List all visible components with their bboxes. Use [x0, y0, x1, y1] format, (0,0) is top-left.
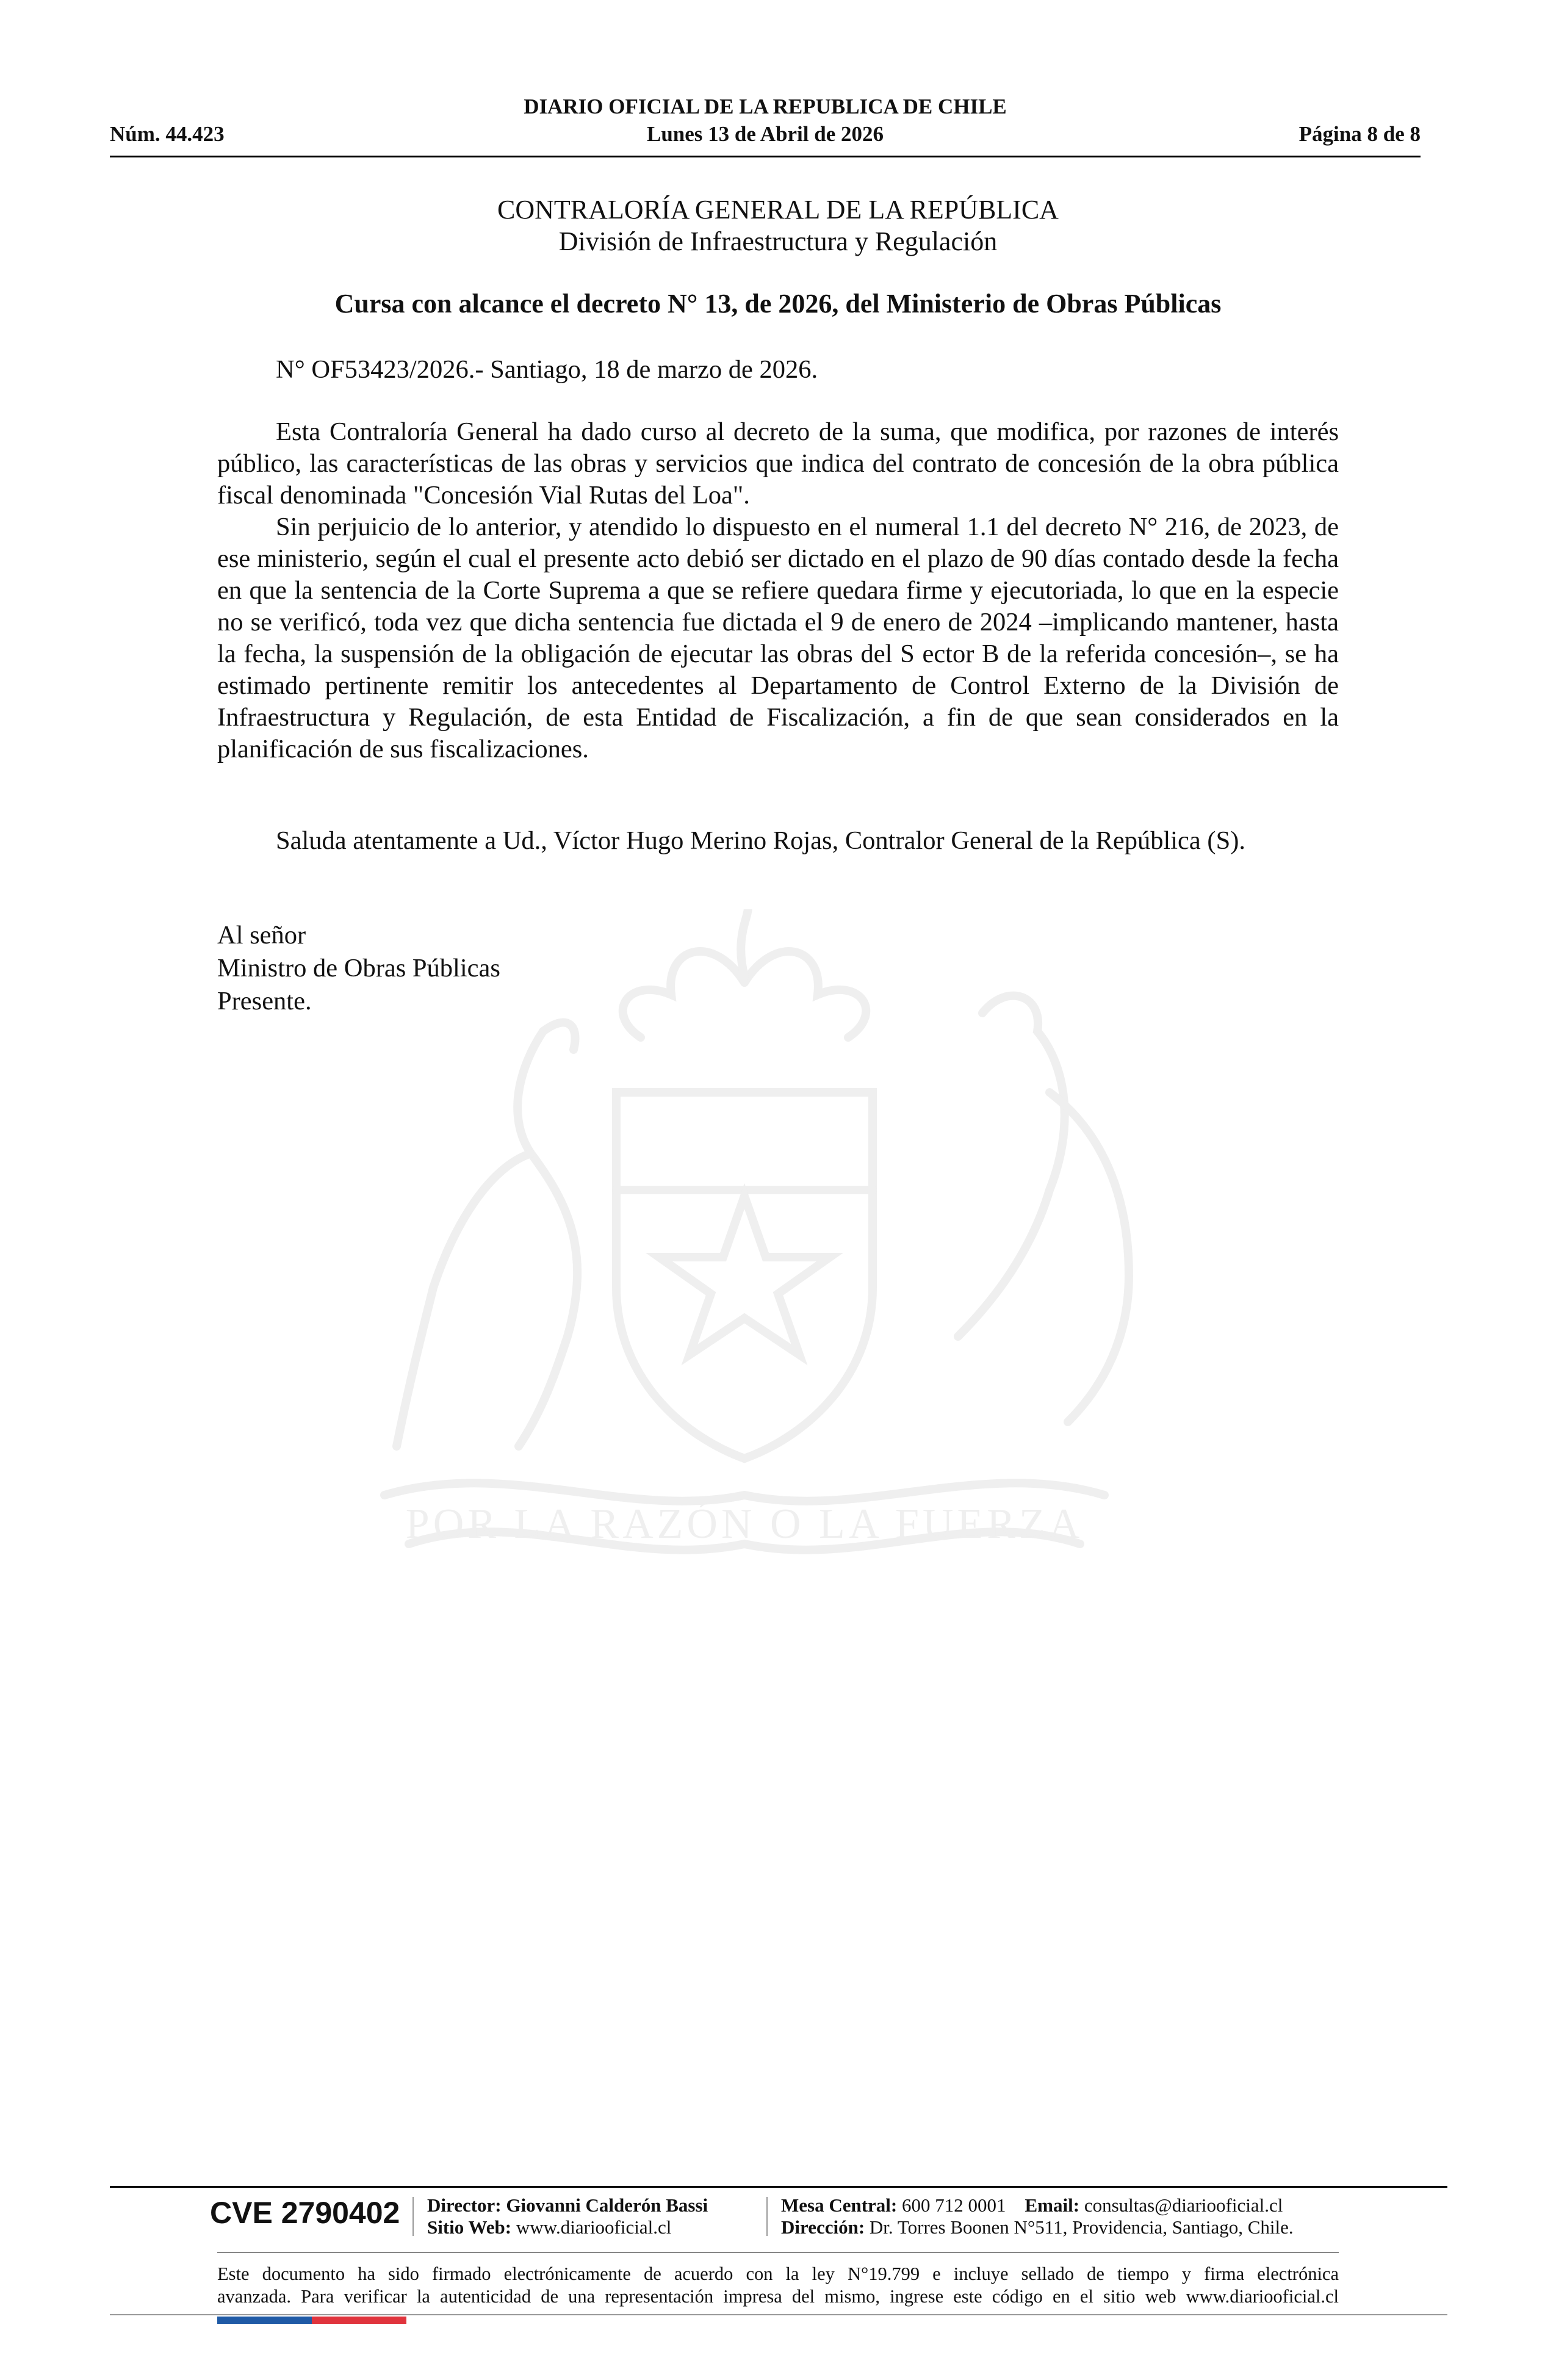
director-value: Giovanni Calderón Bassi [506, 2194, 708, 2216]
director-line [427, 2194, 708, 2216]
footer-contact-column [781, 2194, 1294, 2238]
direccion-label: Dirección: [781, 2216, 865, 2238]
organization-division: División de Infraestructura y Regulación [558, 226, 998, 256]
contact-line [781, 2194, 1294, 2216]
flag-blue-segment [217, 2317, 312, 2324]
bottom-divider [110, 2314, 1447, 2315]
coat-of-arms-watermark [201, 909, 1288, 1642]
watermark-motto: POR LA RAZÓN O LA FUERZA [405, 1501, 1084, 1548]
mesa-value: 600 712 0001 [902, 2194, 1006, 2216]
page-header [110, 93, 1421, 159]
publication-date: Lunes 13 de Abril de 2026 [647, 122, 884, 146]
paragraph-1: Esta Contraloría General ha dado curso al decreto de la suma, que modifica, por razones de interés público, las características de las obras y servicios que indica del contrato de concesión de la obra pública fiscal denominada "Concesión Vial Rutas del Loa". [217, 417, 1339, 510]
addressee-line-1: Al señor [217, 921, 306, 950]
email-label: Email: [1025, 2194, 1080, 2216]
mesa-label: Mesa Central: [781, 2194, 898, 2216]
footer-divider [110, 2186, 1447, 2188]
direccion-value: Dr. Torres Boonen N°511, Providencia, Santiago, Chile. [869, 2216, 1294, 2238]
addressee-line-3: Presente. [217, 987, 312, 1015]
header-divider [110, 156, 1421, 157]
document-reference [217, 354, 1339, 386]
chile-flag-stripe [217, 2317, 406, 2324]
website-link[interactable]: www.diariooficial.cl [516, 2216, 672, 2238]
addressee-block [217, 919, 1339, 1018]
organization-name: CONTRALORÍA GENERAL DE LA REPÚBLICA [497, 195, 1059, 225]
flag-red-segment [312, 2317, 406, 2324]
footer-separator-2 [766, 2197, 768, 2236]
organization-heading [0, 194, 1556, 258]
address-line [781, 2216, 1294, 2238]
paragraph-2: Sin perjuicio de lo anterior, y atendido lo dispuesto en el numeral 1.1 del decreto N° 216, de 2023, de ese ministerio, según el cual el presente acto debió ser dictado en el plazo de 90 días contado desde la fecha en que la sentencia de la Corte Suprema a que se refiere quedara firme y ejecutoriada, lo que en la especie no se verificó, toda vez que dicha sentencia fue dictada el 9 de enero de 2024 –implicando mantener, hasta la fecha, la suspensión de la obligación de ejecutar las obras del S ector B de la referida concesión–, se ha estimado pertinente remitir los antecedentes al Departamento de Control Externo de la División de Infraestructura y Regulación, de esta Entidad de Fiscalización, a fin de que sean considerados en la planificación de sus fiscalizaciones. [217, 513, 1339, 763]
email-link[interactable]: consultas@diariooficial.cl [1084, 2194, 1283, 2216]
footer-thin-divider [217, 2252, 1339, 2253]
document-body [217, 416, 1339, 765]
issue-number: Núm. 44.423 [110, 122, 225, 146]
publication-name: DIARIO OFICIAL DE LA REPUBLICA DE CHILE [524, 95, 1007, 118]
addressee-line-2: Ministro de Obras Públicas [217, 954, 500, 983]
footer-director-column [427, 2194, 708, 2238]
header-center [110, 93, 1421, 148]
footer-separator-1 [412, 2197, 414, 2236]
director-label: Director: [427, 2194, 502, 2216]
website-line [427, 2216, 708, 2238]
document-title: Cursa con alcance el decreto N° 13, de 2026, del Ministerio de Obras Públicas [334, 289, 1222, 319]
notice-line-1: Este documento ha sido firmado electrónicamente de acuerdo con la ley N°19.799 e incluye sellado de tiempo y firma electrónica [217, 2263, 1339, 2284]
page-number: Página 8 de 8 [1298, 122, 1421, 146]
closing-text: Saluda atentamente a Ud., Víctor Hugo Merino Rojas, Contralor General de la República (S). [276, 826, 1245, 855]
reference-line: N° OF53423/2026.- Santiago, 18 de marzo de 2026. [276, 355, 818, 384]
signature-notice [217, 2263, 1339, 2308]
closing-section [217, 825, 1339, 857]
cve-code: CVE 2790402 [210, 2196, 400, 2230]
website-label: Sitio Web: [427, 2216, 512, 2238]
notice-line-2: avanzada. Para verificar la autenticidad de una representación impresa del mismo, ingrese este código en el sitio web www.diariooficial.cl [217, 2286, 1339, 2307]
